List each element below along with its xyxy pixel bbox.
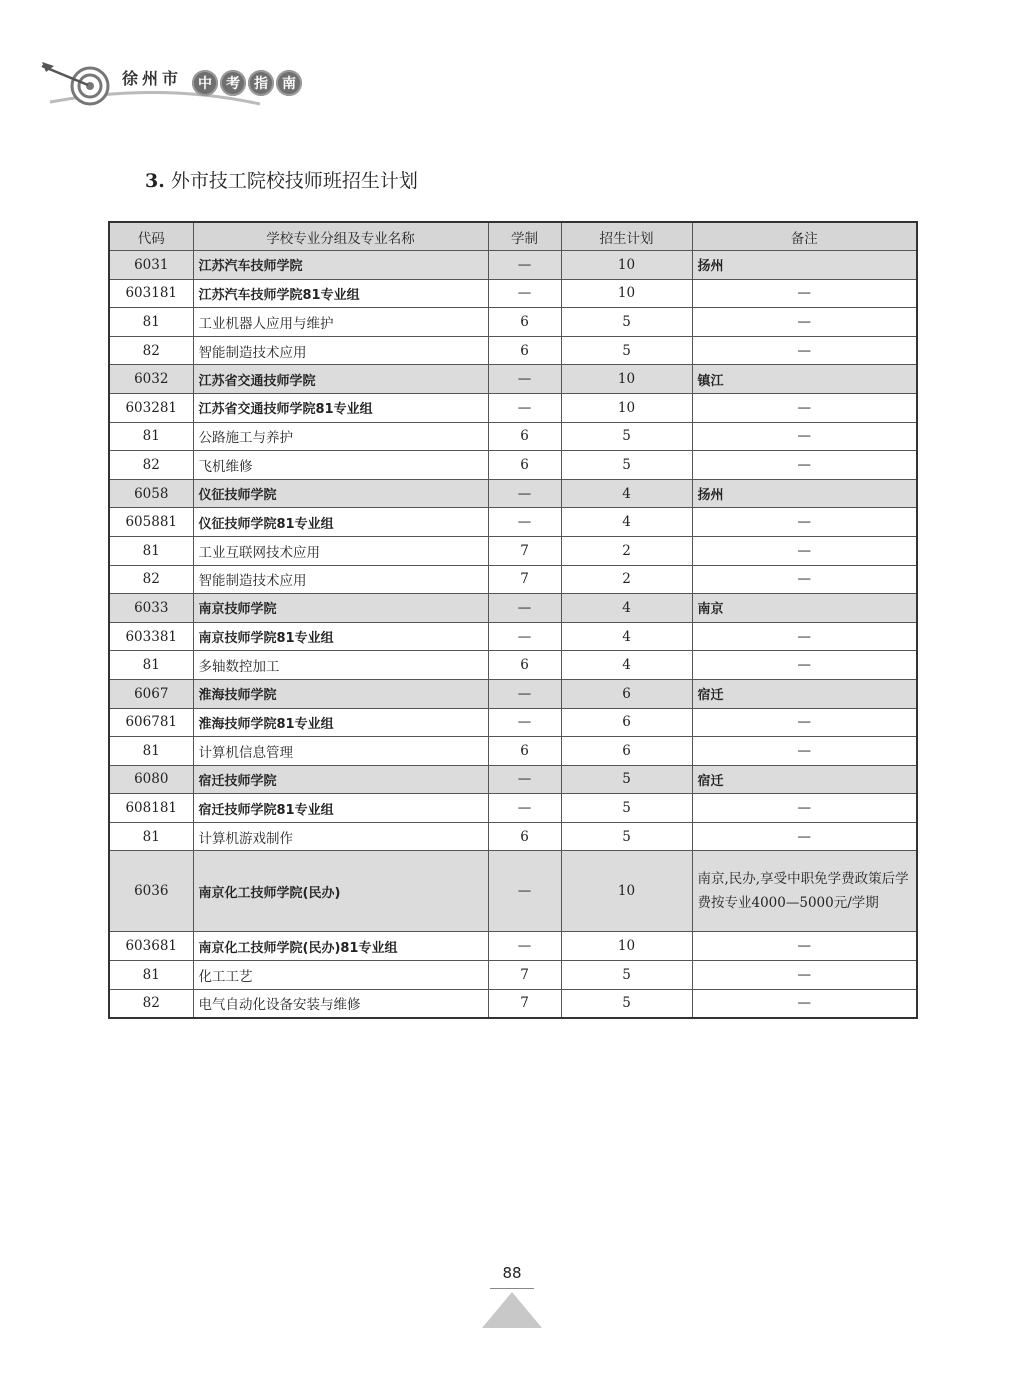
cell-plan: 5 [561,989,692,1018]
cell-note: — [692,989,917,1018]
cell-name: 南京技师学院81专业组 [193,622,488,651]
cell-plan: 4 [561,594,692,623]
cell-plan: 10 [561,932,692,961]
header-badge: 考 [220,70,246,96]
cell-code: 81 [109,737,193,766]
table-row [109,622,917,651]
cell-note: 宿迁 [692,679,917,708]
cell-code: 603181 [109,279,193,308]
cell-plan: 10 [561,279,692,308]
cell-years: 6 [488,737,561,766]
cell-note: 扬州 [692,479,917,508]
section-number: 3. [145,170,165,192]
cell-code: 6058 [109,479,193,508]
section-title [145,166,418,193]
table-row [109,565,917,594]
cell-note: — [692,279,917,308]
cell-note: — [692,336,917,365]
header-badge: 指 [248,70,274,96]
cell-name: 智能制造技术应用 [193,565,488,594]
cell-note: — [692,451,917,480]
cell-note: 南京 [692,594,917,623]
cell-name: 宿迁技师学院81专业组 [193,794,488,823]
cell-years: — [488,508,561,537]
cell-note: 南京,民办,享受中职免学费政策后学费按专业4000—5000元/学期 [692,851,917,932]
cell-code: 603281 [109,393,193,422]
cell-code: 6036 [109,851,193,932]
cell-plan: 10 [561,251,692,280]
cell-years: — [488,594,561,623]
cell-name: 江苏省交通技师学院81专业组 [193,393,488,422]
cell-years: 6 [488,422,561,451]
table-row [109,794,917,823]
section-title-text: 外市技工院校技师班招生计划 [170,170,418,192]
cell-plan: 10 [561,851,692,932]
cell-name: 多轴数控加工 [193,651,488,680]
table-row [109,451,917,480]
enrollment-plan-table [108,221,918,1019]
cell-name: 智能制造技术应用 [193,336,488,365]
cell-name: 江苏汽车技师学院 [193,251,488,280]
cell-plan: 5 [561,422,692,451]
cell-name: 江苏省交通技师学院 [193,365,488,394]
cell-name: 南京化工技师学院(民办)81专业组 [193,932,488,961]
table-row [109,594,917,623]
cell-name: 江苏汽车技师学院81专业组 [193,279,488,308]
cell-years: — [488,765,561,794]
cell-note: 扬州 [692,251,917,280]
table-row [109,365,917,394]
cell-name: 计算机信息管理 [193,737,488,766]
cell-name: 飞机维修 [193,451,488,480]
cell-code: 82 [109,565,193,594]
cell-plan: 4 [561,508,692,537]
table-body [109,251,917,1019]
cell-years: 6 [488,336,561,365]
header-badge: 南 [276,70,302,96]
table-row [109,822,917,851]
cell-plan: 4 [561,622,692,651]
cell-years: 7 [488,536,561,565]
triangle-icon [482,1292,542,1328]
cell-plan: 6 [561,708,692,737]
cell-code: 606781 [109,708,193,737]
cell-plan: 5 [561,451,692,480]
cell-name: 仪征技师学院81专业组 [193,508,488,537]
cell-code: 6031 [109,251,193,280]
page-number-rule [490,1288,534,1289]
cell-code: 82 [109,336,193,365]
cell-code: 603681 [109,932,193,961]
cell-plan: 6 [561,679,692,708]
cell-name: 南京化工技师学院(民办) [193,851,488,932]
cell-code: 605881 [109,508,193,537]
cell-plan: 2 [561,536,692,565]
table-row [109,251,917,280]
cell-plan: 6 [561,737,692,766]
cell-name: 公路施工与养护 [193,422,488,451]
cell-years: 6 [488,651,561,680]
cell-years: — [488,932,561,961]
cell-plan: 5 [561,765,692,794]
column-header-years: 学制 [488,222,561,251]
cell-years: — [488,708,561,737]
cell-years: 7 [488,565,561,594]
cell-note: — [692,932,917,961]
column-header-code: 代码 [109,222,193,251]
cell-code: 608181 [109,794,193,823]
table-row [109,651,917,680]
cell-note: 镇江 [692,365,917,394]
cell-name: 工业互联网技术应用 [193,536,488,565]
table-row [109,737,917,766]
cell-plan: 5 [561,308,692,337]
table-row [109,679,917,708]
cell-code: 82 [109,451,193,480]
header-badge: 中 [192,70,218,96]
cell-name: 化工工艺 [193,961,488,990]
cell-years: 6 [488,308,561,337]
table-row [109,932,917,961]
table-row [109,989,917,1018]
cell-plan: 4 [561,651,692,680]
cell-name: 电气自动化设备安装与维修 [193,989,488,1018]
cell-plan: 10 [561,365,692,394]
cell-years: — [488,794,561,823]
cell-name: 宿迁技师学院 [193,765,488,794]
cell-name: 计算机游戏制作 [193,822,488,851]
cell-code: 81 [109,308,193,337]
cell-years: — [488,679,561,708]
cell-note: — [692,961,917,990]
cell-code: 81 [109,651,193,680]
cell-plan: 2 [561,565,692,594]
cell-code: 82 [109,989,193,1018]
cell-note: — [692,737,917,766]
table-row [109,536,917,565]
column-header-name: 学校专业分组及专业名称 [193,222,488,251]
cell-years: 6 [488,451,561,480]
cell-plan: 10 [561,393,692,422]
cell-years: 7 [488,989,561,1018]
table-row [109,851,917,932]
cell-plan: 5 [561,822,692,851]
cell-years: — [488,251,561,280]
cell-code: 6080 [109,765,193,794]
cell-plan: 5 [561,794,692,823]
cell-code: 6033 [109,594,193,623]
table-row [109,508,917,537]
column-header-plan: 招生计划 [561,222,692,251]
table-row [109,279,917,308]
cell-name: 仪征技师学院 [193,479,488,508]
cell-note: — [692,308,917,337]
cell-plan: 5 [561,336,692,365]
cell-note: — [692,565,917,594]
cell-name: 淮海技师学院81专业组 [193,708,488,737]
cell-years: — [488,851,561,932]
cell-code: 81 [109,536,193,565]
cell-years: — [488,479,561,508]
cell-note: — [692,422,917,451]
cell-note: — [692,536,917,565]
table-row [109,961,917,990]
cell-note: — [692,651,917,680]
cell-name: 淮海技师学院 [193,679,488,708]
cell-code: 6067 [109,679,193,708]
cell-years: — [488,393,561,422]
table-row [109,708,917,737]
cell-years: — [488,279,561,308]
cell-code: 6032 [109,365,193,394]
cell-note: — [692,708,917,737]
cell-years: — [488,622,561,651]
cell-years: 7 [488,961,561,990]
cell-note: 宿迁 [692,765,917,794]
cell-note: — [692,822,917,851]
cell-plan: 5 [561,961,692,990]
page-number: 88 [502,1264,522,1282]
header-city: 徐州市 [122,69,183,88]
cell-years: — [488,365,561,394]
cell-code: 81 [109,422,193,451]
cell-name: 工业机器人应用与维护 [193,308,488,337]
column-header-note: 备注 [692,222,917,251]
cell-name: 南京技师学院 [193,594,488,623]
table-row [109,765,917,794]
cell-years: 6 [488,822,561,851]
cell-code: 81 [109,961,193,990]
cell-note: — [692,508,917,537]
cell-code: 603381 [109,622,193,651]
table-row [109,422,917,451]
table-row [109,479,917,508]
table-header-row [109,222,917,251]
cell-note: — [692,794,917,823]
cell-note: — [692,393,917,422]
table-row [109,336,917,365]
cell-code: 81 [109,822,193,851]
table-row [109,393,917,422]
header-badges [192,70,304,96]
cell-plan: 4 [561,479,692,508]
table-row [109,308,917,337]
cell-note: — [692,622,917,651]
